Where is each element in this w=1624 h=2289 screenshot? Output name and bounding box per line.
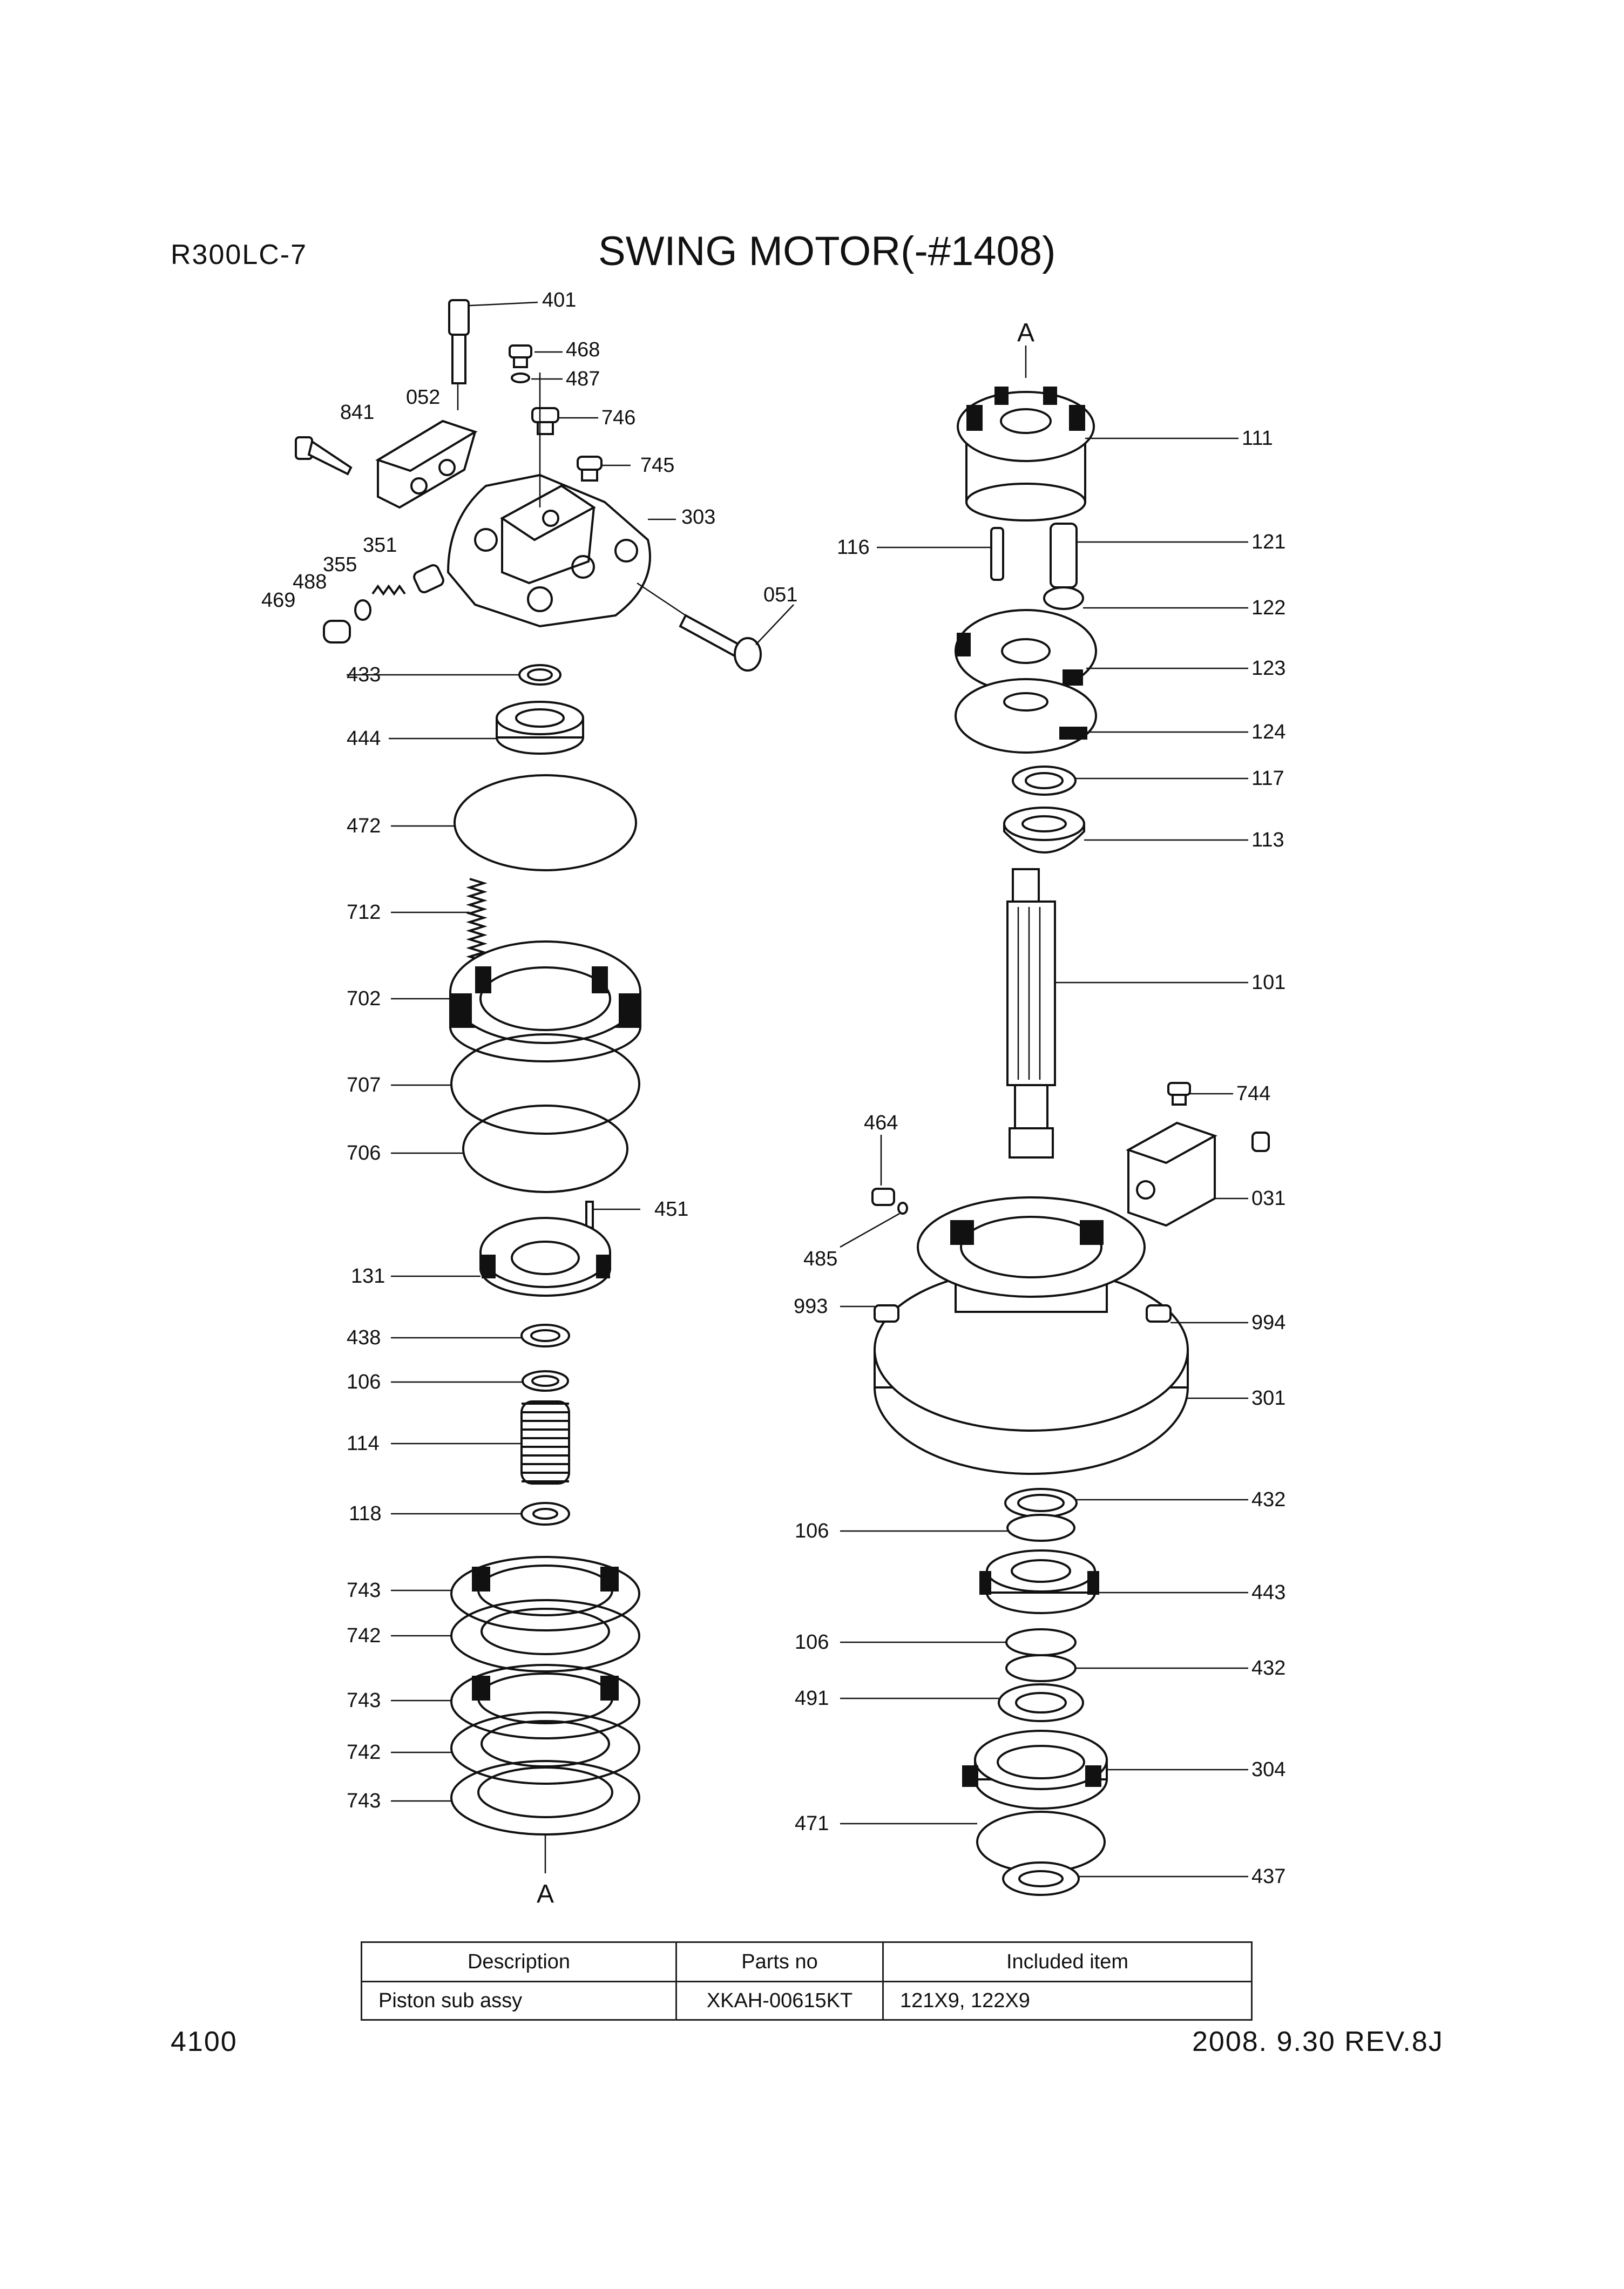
callout-111: 111: [1242, 427, 1273, 450]
callout-742: 742: [347, 1624, 381, 1647]
callout-432: 432: [1251, 1657, 1286, 1679]
callout-106: 106: [795, 1631, 829, 1654]
part-304-cover: [962, 1731, 1107, 1809]
callout-472: 472: [347, 815, 381, 837]
header-parts-no: Parts no: [676, 1942, 883, 1982]
callout-051: 051: [763, 584, 798, 606]
callout-743: 743: [347, 1689, 381, 1712]
cell-included-item: 121X9, 122X9: [883, 1982, 1252, 2020]
callout-401: 401: [542, 289, 577, 311]
part-401-bolt: [449, 300, 469, 410]
callout-841: 841: [340, 401, 375, 424]
callout-993: 993: [794, 1295, 828, 1318]
callout-707: 707: [347, 1074, 381, 1096]
callout-468: 468: [566, 338, 600, 361]
callout-031: 031: [1251, 1187, 1286, 1210]
callout-052: 052: [406, 386, 441, 409]
part-841-bolt: [296, 437, 351, 474]
callout-438: 438: [347, 1326, 381, 1349]
callout-743: 743: [347, 1579, 381, 1602]
callout-118: 118: [349, 1502, 382, 1525]
part-111-cylinder-block: [958, 387, 1094, 520]
callout-994: 994: [1251, 1311, 1286, 1334]
part-121-piston: [1044, 524, 1083, 609]
callout-745: 745: [640, 454, 675, 477]
callout-702: 702: [347, 987, 381, 1010]
callout-116: 116: [837, 536, 870, 559]
table-row: [362, 1982, 1252, 2020]
part-051-valve: [637, 583, 761, 671]
callout-432: 432: [1251, 1488, 1286, 1511]
part-101-shaft: [1007, 869, 1055, 1157]
table-header-row: [362, 1942, 1252, 1982]
callout-706: 706: [347, 1142, 381, 1164]
callout-744: 744: [1236, 1082, 1271, 1105]
callout-351: 351: [363, 534, 397, 557]
callout-451: 451: [654, 1198, 689, 1221]
header-description: Description: [362, 1942, 676, 1982]
callout-304: 304: [1251, 1758, 1286, 1781]
callout-488: 488: [293, 571, 327, 593]
cell-parts-no: XKAH-00615KT: [676, 1982, 883, 2020]
part-brake-disc-stack: [451, 1557, 639, 1873]
callout-106: 106: [795, 1520, 829, 1542]
cell-description: Piston sub assy: [362, 1982, 676, 2020]
callout-469: 469: [261, 589, 296, 612]
callout-131: 131: [351, 1265, 385, 1288]
part-052-block: [378, 421, 475, 507]
callout-437: 437: [1251, 1865, 1286, 1888]
page-title: SWING MOTOR(-#1408): [598, 228, 1056, 274]
callout-117: 117: [1251, 767, 1284, 790]
callout-464: 464: [864, 1112, 898, 1134]
part-131-valve-plate: [481, 1218, 610, 1296]
callout-114: 114: [347, 1432, 380, 1455]
part-301-housing: [875, 1197, 1188, 1474]
part-443-bearing: [979, 1550, 1099, 1613]
callout-303: 303: [681, 506, 716, 529]
callout-491: 491: [795, 1687, 829, 1710]
callout-106: 106: [347, 1371, 381, 1393]
callout-712: 712: [347, 901, 381, 924]
callout-746: 746: [601, 407, 636, 429]
callout-742: 742: [347, 1741, 381, 1764]
revision-date: 2008. 9.30 REV.8J: [1192, 2026, 1444, 2057]
callout-301: 301: [1251, 1387, 1286, 1410]
part-702-brake-piston: [450, 942, 640, 1061]
header-included-item: Included item: [883, 1942, 1252, 1982]
part-444-bearing: [497, 702, 583, 754]
callout-123: 123: [1251, 657, 1286, 680]
callout-443: 443: [1251, 1581, 1286, 1604]
model-label: R300LC-7: [171, 239, 308, 270]
callout-433: 433: [347, 663, 381, 686]
callout-124: 124: [1251, 721, 1286, 743]
part-031-block: [1128, 1123, 1269, 1225]
parts-table: [361, 1941, 1253, 2021]
part-468-plug: [510, 346, 531, 382]
callout-487: 487: [566, 368, 600, 390]
callout-444: 444: [347, 727, 381, 750]
section-mark-top: A: [1017, 319, 1035, 347]
part-113-bushing: [1004, 808, 1084, 852]
callout-471: 471: [795, 1812, 829, 1835]
callout-122: 122: [1251, 597, 1286, 619]
part-124-shoe-plate: [956, 679, 1096, 753]
callout-355: 355: [323, 553, 357, 576]
callout-113: 113: [1251, 829, 1284, 851]
callout-743: 743: [347, 1790, 381, 1812]
page-number: 4100: [171, 2026, 238, 2057]
callout-485: 485: [803, 1248, 838, 1270]
callout-101: 101: [1251, 971, 1286, 994]
section-mark-bottom: A: [537, 1880, 554, 1908]
callout-121: 121: [1251, 531, 1286, 553]
